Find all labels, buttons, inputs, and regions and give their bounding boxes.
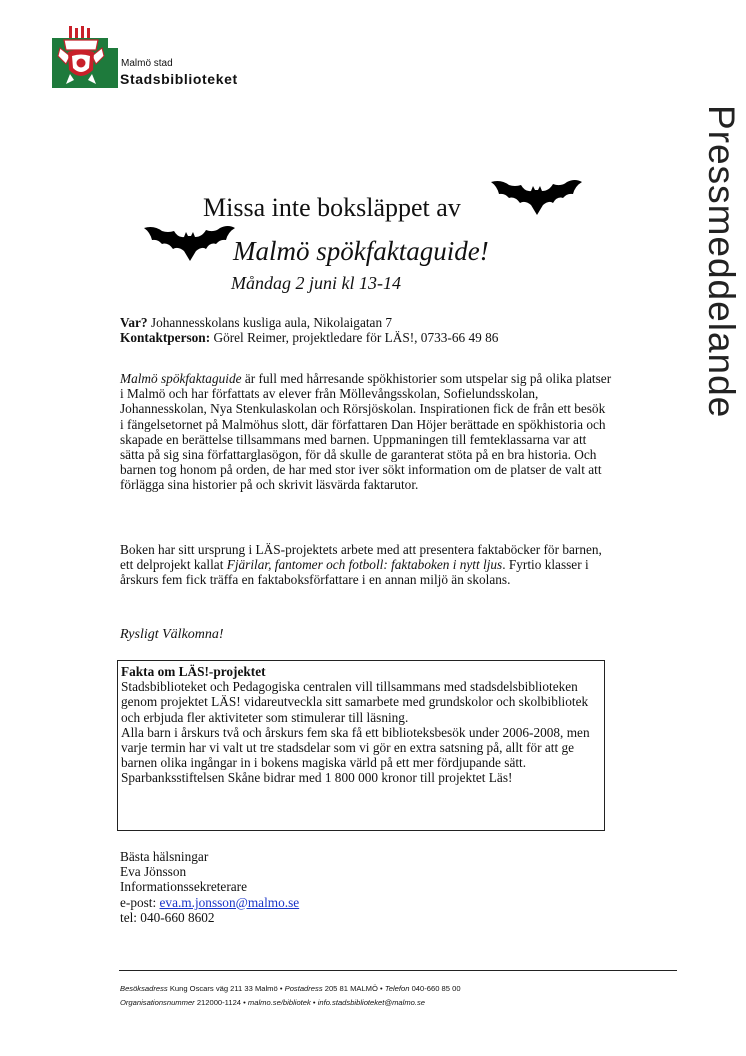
- footer-email-text: info.stadsbiblioteket@malmo.se: [317, 998, 426, 1007]
- postal-value: 205 81 MALMÖ: [322, 984, 378, 993]
- phone-line: tel: 040-660 8602: [120, 909, 215, 925]
- body-paragraph-1: [120, 371, 612, 493]
- location-label: Var?: [120, 315, 148, 330]
- headline-date: Måndag 2 juni kl 13-14: [231, 273, 401, 293]
- postal-label: Postadress: [284, 984, 323, 993]
- phone-label: Telefon: [384, 984, 410, 993]
- email-line: [120, 895, 299, 910]
- location-line: [120, 315, 498, 330]
- footer-line-2: [120, 998, 425, 1007]
- logo-notch: [108, 48, 118, 88]
- footer-separator: •: [377, 984, 385, 993]
- fact-box-paragraph-3: Sparbanksstiftelsen Skåne bidrar med 1 800 000 kronor till projektet Läs!: [121, 770, 513, 786]
- subproject-title: Fjärilar, fantomer och fotboll: faktaboken i nytt ljus: [226, 557, 503, 573]
- paragraph-2-text-b: . Fyrtio klasser i årskurs fem fick träffa en faktaboksförfattare i en annan miljö än skolans.: [120, 557, 589, 588]
- bat-icon: [142, 222, 237, 264]
- phone-value: 040-660 85 00: [409, 984, 461, 993]
- sender-name: Eva Jönsson: [120, 864, 187, 880]
- body-paragraph-2: [120, 542, 612, 588]
- org-name-big: Stadsbiblioteket: [120, 71, 238, 87]
- contact-label: Kontaktperson:: [120, 330, 211, 346]
- org-name-small: Malmö stad: [121, 58, 173, 69]
- headline-book-title: Malmö spökfaktaguide!: [233, 236, 489, 266]
- footer-separator: •: [310, 998, 318, 1007]
- fact-box-paragraph-2: Alla barn i årskurs två och årskurs fem ska få ett biblioteksbesök under 2006-2008, men varje termin har vi valt ut tre stadsdelar som vi gör en extra satsning på, allt för att ge barnen olika ingångar in i bokens magiska värld på ett mer fördjupande sätt.: [121, 724, 590, 771]
- visit-value: Kung Oscars väg 211 33 Malmö: [167, 984, 278, 993]
- location-value: Johannesskolans kusliga aula, Nikolaigatan 7: [150, 315, 393, 330]
- contact-value: Görel Reimer, projektledare för LÄS!, 0733-66 49 86: [213, 330, 499, 346]
- footer-separator: •: [241, 998, 248, 1007]
- footer-line-1: [120, 984, 461, 993]
- paragraph-2-text-a: Boken har sitt ursprung i LÄS-projektets arbete med att presentera faktaböcker för barnen, ett delprojekt kallat: [120, 542, 602, 573]
- email-link[interactable]: eva.m.jonsson@malmo.se: [159, 894, 300, 910]
- visit-label: Besöksadress: [120, 984, 168, 993]
- greeting: Bästa hälsningar: [120, 849, 209, 864]
- signature-block: [120, 849, 299, 925]
- org-number-label: Organisationsnummer: [120, 998, 195, 1007]
- headline-line-1: Missa inte boksläppet av: [203, 193, 461, 222]
- fact-box-paragraph-1: Stadsbiblioteket och Pedagogiska centralen vill tillsammans med stadsdelsbiblioteken genom projektet LÄS! vidareutveckla sitt samarbete med grundskolor och skolbibliotek och erbjuda fler aktiviteter som stimulerar till läsning.: [121, 679, 589, 725]
- org-number-value: 212000-1124: [194, 998, 242, 1007]
- footer-divider: [119, 970, 677, 971]
- pressmeddelande-label: Pressmeddelande: [701, 105, 742, 419]
- footer-separator: •: [277, 984, 285, 993]
- fact-box-title: Fakta om LÄS!-projektet: [121, 664, 266, 679]
- contact-line: [120, 330, 498, 345]
- book-title-inline: Malmö spökfaktaguide: [120, 371, 242, 386]
- website-text: malmo.se/bibliotek: [247, 998, 311, 1007]
- coat-of-arms-icon: [56, 26, 106, 86]
- event-info: [120, 315, 498, 345]
- closing-greeting: Rysligt Välkomna!: [120, 627, 224, 642]
- sender-role: Informationssekreterare: [120, 879, 247, 895]
- email-label: e-post:: [120, 894, 160, 910]
- paragraph-1-text: är full med hårresande spökhistorier som utspelar sig på olika platser i Malmö och har författats av elever från Möllevångsskolan, Sofielundsskolan, Johannesskolan, Nya Stenkulaskolan och Rörsjöskolan. Inspirationen fick de från ett besök i fängelsetornet på Malmöhus slott, där författaren Dan Höjer berättade en spökhistoria och skapade en berättelse tillsammans med barnen. Uppmaningen till femteklassarna var att sätta på sig sina författarglasögon, för då skulle de garanterat stöta på en bra historia. Och barnen tog honom på orden, de har med stor iver sökt information om de platser de valt att förlägga sina historier på och skrivit läsvärda faktarutor.: [120, 371, 612, 493]
- fact-box: [117, 660, 605, 831]
- bat-icon: [489, 176, 584, 218]
